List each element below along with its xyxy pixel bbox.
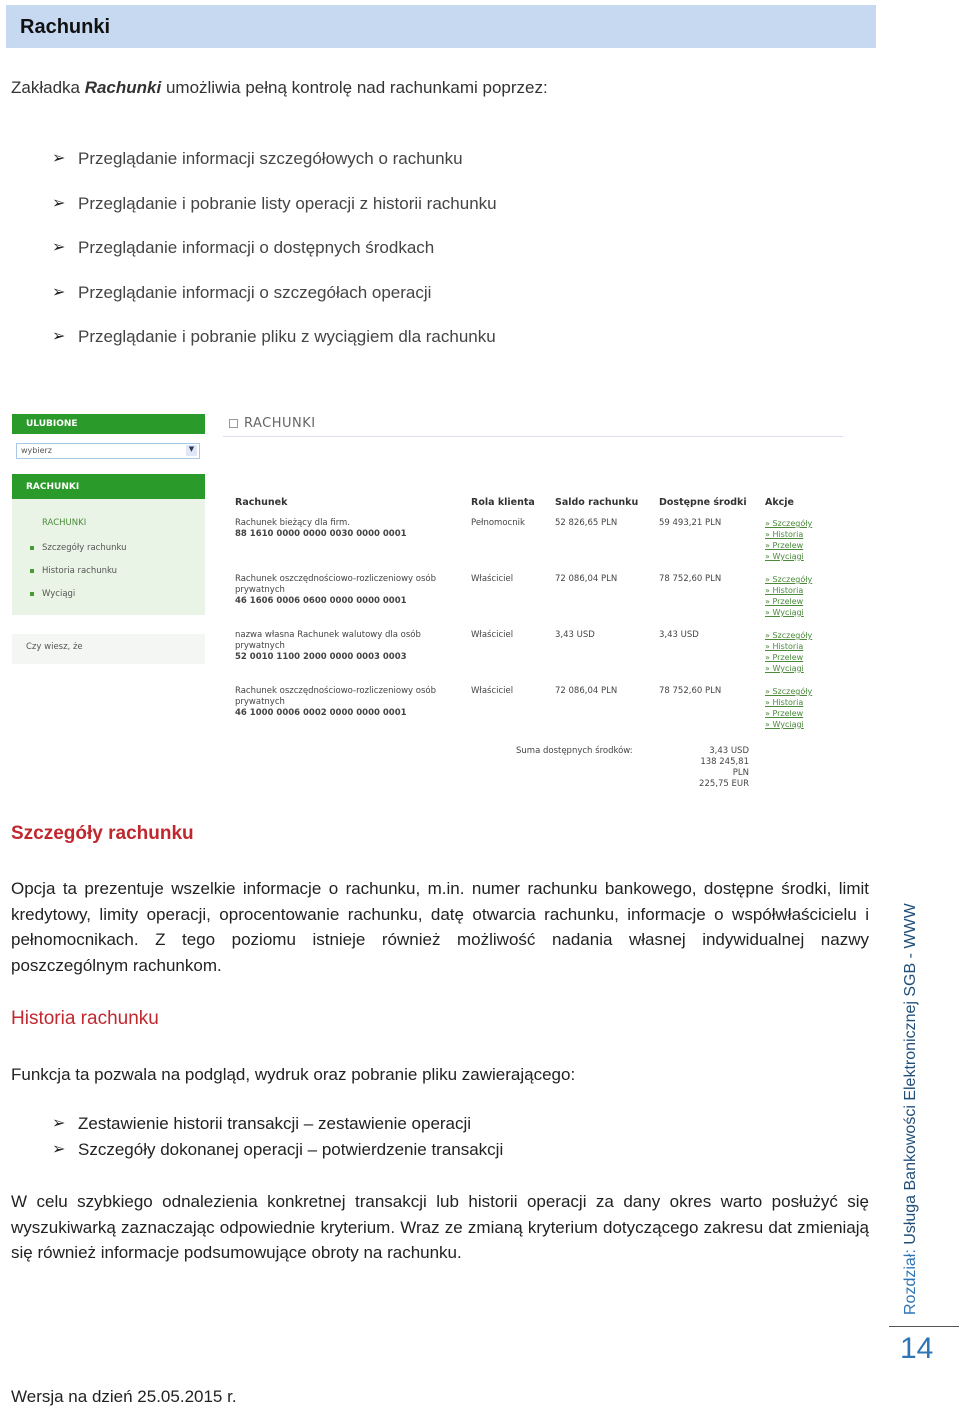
transfer-link[interactable]: » Przelew [765, 540, 835, 551]
sidebar-item-label: Szczegóły rachunku [42, 543, 127, 553]
client-role: Właściciel [471, 630, 514, 640]
list-item [52, 193, 497, 238]
list-item-text: Przeglądanie informacji szczegółowych o rachunku [78, 149, 463, 168]
account-balance: 3,43 USD [555, 630, 595, 640]
column-header: Dostępne środki [659, 496, 747, 508]
account-cell [235, 686, 471, 742]
favorites-select[interactable] [16, 443, 200, 459]
page-title: Rachunki [20, 16, 111, 38]
bullet-icon [30, 546, 34, 550]
account-name: Rachunek oszczędnościowo-rozliczeniowy osób prywatnych [235, 686, 437, 707]
divider [223, 436, 843, 437]
available-funds: 3,43 USD [659, 630, 699, 640]
arrow-bullet-icon: ➢ [52, 1115, 66, 1132]
client-role: Właściciel [471, 574, 514, 584]
statements-link[interactable]: » Wyciągi [765, 607, 835, 618]
version-footer: Wersja na dzień 25.05.2015 r. [11, 1387, 237, 1406]
intro-suffix: umożliwia pełną kontrolę nad rachunkami poprzez: [161, 78, 548, 97]
account-name: nazwa własna Rachunek walutowy dla osób prywatnych [235, 630, 421, 651]
transfer-link[interactable]: » Przelew [765, 652, 835, 663]
account-number[interactable]: 46 1606 0006 0600 0000 0000 0001 [235, 596, 407, 606]
column-header: Rachunek [235, 496, 288, 508]
client-role: Pełnomocnik [471, 518, 525, 528]
arrow-bullet-icon: ➢ [52, 150, 66, 167]
statements-link[interactable]: » Wyciągi [765, 663, 835, 674]
table-header-row [235, 486, 835, 518]
panel-toggle-icon [229, 419, 238, 428]
list-item [52, 326, 497, 371]
chevron-down-icon: ▼ [186, 445, 197, 456]
tip-box: Czy wiesz, że [12, 634, 205, 664]
history-link[interactable]: » Historia [765, 641, 835, 652]
list-item-text: Zestawienie historii transakcji – zestawienie operacji [78, 1114, 472, 1133]
history-link[interactable]: » Historia [765, 697, 835, 708]
section-heading: Szczegóły rachunku [11, 823, 194, 844]
section-title-bar [6, 5, 876, 48]
account-cell [235, 574, 471, 630]
transfer-link[interactable]: » Przelew [765, 708, 835, 719]
list-item-text: Przeglądanie i pobranie pliku z wyciągiem dla rachunku [78, 327, 496, 346]
section-paragraph: W celu szybkiego odnalezienia konkretnej transakcji lub historii operacji za dany okres warto posłużyć się wyszukiwarką zaznaczając odpowiednie kryterium. Wraz ze zmianą kryterium dotyczącego zakresu dat zmieniają się również informacje podsumowujące obroty na rachunku. [11, 1192, 869, 1262]
section-paragraph: Funkcja ta pozwala na podgląd, wydruk oraz pobranie pliku zawierającego: [11, 1065, 576, 1084]
list-item [52, 237, 497, 282]
account-balance: 52 826,65 PLN [555, 518, 618, 528]
chapter-prefix: Rozdział: [902, 1244, 919, 1315]
chapter-title: Usługa Bankowości Elektronicznej SGB - WWW [902, 903, 919, 1245]
sum-value: 138 245,81 PLN [700, 757, 749, 778]
account-number[interactable]: 88 1610 0000 0000 0030 0000 0001 [235, 529, 407, 539]
list-item [52, 148, 497, 193]
bullet-icon [30, 592, 34, 596]
details-link[interactable]: » Szczegóły [765, 630, 835, 641]
list-item [52, 282, 497, 327]
list-item [52, 1113, 503, 1139]
section-heading: Historia rachunku [11, 1008, 159, 1029]
accounts-panel-title-text: RACHUNKI [244, 416, 316, 431]
page-number: 14 [900, 1332, 934, 1365]
sum-label: Suma dostępnych środków: [516, 746, 633, 756]
table-row [235, 686, 835, 742]
intro-emph: Rachunki [84, 78, 162, 97]
client-role: Właściciel [471, 686, 514, 696]
sum-value: 225,75 EUR [699, 779, 749, 789]
actions-cell [765, 574, 835, 630]
arrow-bullet-icon: ➢ [52, 194, 66, 212]
actions-cell [765, 518, 835, 574]
section-paragraph: Opcja ta prezentuje wszelkie informacje o rachunku, m.in. numer rachunku bankowego, dostępne środki, limit kredytowy, limity operacji, oprocentowanie rachunku, datę otwarcia rachunku, informacje o współwłaścicielu i pełnomocnikach. Z tego poziomu istnieje również możliwość nadania własnej indywidualnej nazwy poszczególnym rachunkom. [11, 879, 869, 975]
available-funds: 78 752,60 PLN [659, 574, 722, 584]
details-link[interactable]: » Szczegóły [765, 686, 835, 697]
actions-cell [765, 630, 835, 686]
arrow-bullet-icon: ➢ [52, 1140, 66, 1158]
intro-text [11, 78, 548, 98]
account-balance: 72 086,04 PLN [555, 686, 618, 696]
table-row [235, 574, 835, 630]
table-row [235, 518, 835, 574]
accounts-screenshot [11, 412, 845, 790]
sidebar-item-accounts[interactable]: RACHUNKI [42, 518, 87, 528]
intro-prefix: Zakładka [11, 78, 85, 97]
account-cell [235, 518, 471, 574]
history-link[interactable]: » Historia [765, 529, 835, 540]
account-name: Rachunek bieżący dla firm. [235, 518, 351, 528]
available-funds: 59 493,21 PLN [659, 518, 722, 528]
sidebar-item-statements[interactable] [30, 589, 75, 599]
actions-cell [765, 686, 835, 742]
available-funds: 78 752,60 PLN [659, 686, 722, 696]
favorites-select-value: wybierz [21, 446, 52, 455]
accounts-submenu [12, 499, 205, 615]
list-item [52, 1139, 503, 1165]
column-header: Rola klienta [471, 496, 535, 508]
account-name: Rachunek oszczędnościowo-rozliczeniowy osób prywatnych [235, 574, 437, 595]
account-number[interactable]: 52 0010 1100 2000 0000 0003 0003 [235, 652, 407, 662]
column-header: Saldo rachunku [555, 496, 639, 508]
statements-link[interactable]: » Wyciągi [765, 719, 835, 730]
account-cell [235, 630, 471, 686]
column-header: Akcje [765, 496, 795, 508]
arrow-bullet-icon: ➢ [52, 328, 66, 345]
account-number[interactable]: 46 1000 0006 0002 0000 0000 0001 [235, 708, 407, 718]
details-link[interactable]: » Szczegóły [765, 518, 835, 529]
sidebar-item-label: Historia rachunku [42, 566, 118, 576]
history-list [52, 1113, 503, 1164]
list-item-text: Przeglądanie i pobranie listy operacji z historii rachunku [78, 193, 497, 213]
sidebar-item-account-history[interactable] [30, 566, 117, 576]
statements-link[interactable]: » Wyciągi [765, 551, 835, 562]
table-row [235, 630, 835, 686]
sum-values [683, 746, 749, 790]
chapter-sidebar-label [902, 903, 920, 1315]
arrow-bullet-icon: ➢ [52, 239, 66, 256]
accounts-menu-header[interactable]: RACHUNKI [12, 474, 205, 499]
sidebar-item-account-details[interactable] [30, 543, 127, 553]
accounts-table [235, 486, 835, 742]
sum-value: 3,43 USD [709, 746, 749, 756]
accounts-panel-title [229, 416, 316, 431]
favorites-header: ULUBIONE [12, 414, 205, 434]
account-balance: 72 086,04 PLN [555, 574, 618, 584]
list-item-text: Przeglądanie informacji o szczegółach operacji [78, 282, 432, 302]
transfer-link[interactable]: » Przelew [765, 596, 835, 607]
sidebar-item-label: Wyciągi [42, 589, 76, 599]
list-item-text: Przeglądanie informacji o dostępnych środkach [78, 238, 435, 257]
bullet-icon [30, 569, 34, 573]
history-link[interactable]: » Historia [765, 585, 835, 596]
page-number-rule [889, 1326, 959, 1327]
feature-list [52, 148, 497, 371]
list-item-text: Szczegóły dokonanej operacji – potwierdzenie transakcji [78, 1139, 504, 1159]
arrow-bullet-icon: ➢ [52, 283, 66, 301]
details-link[interactable]: » Szczegóły [765, 574, 835, 585]
